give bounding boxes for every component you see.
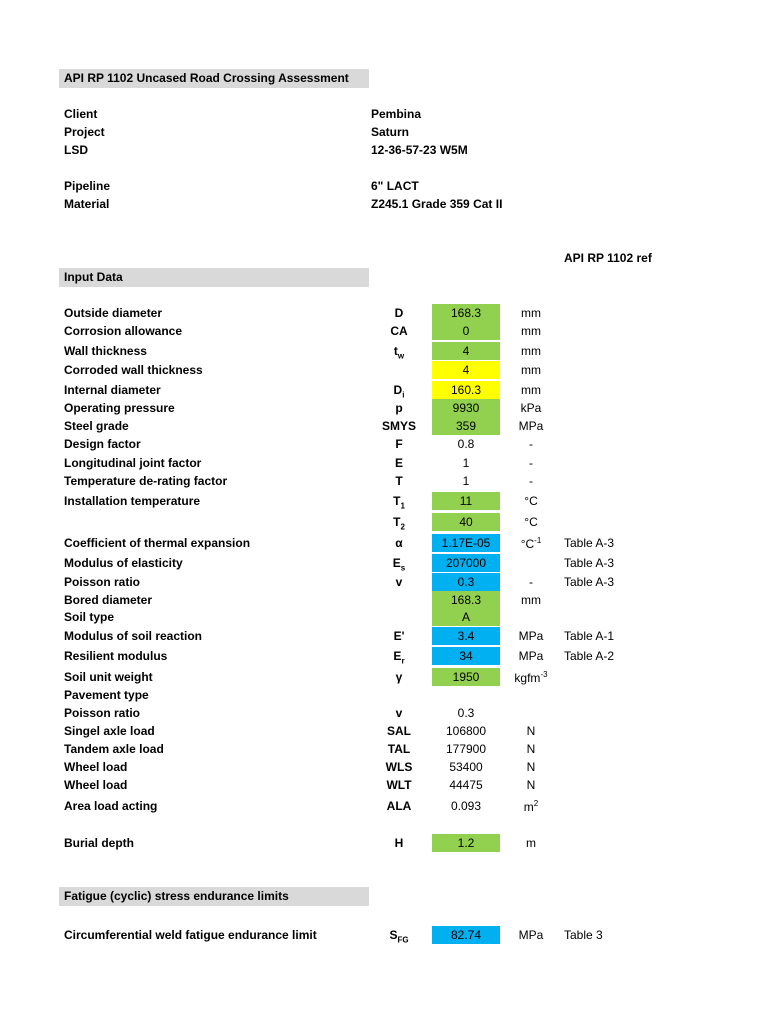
table-row xyxy=(0,554,768,572)
row-unit: kgfm$^{-3}$ xyxy=(514,670,548,685)
row-label: Outside diameter xyxy=(64,306,163,320)
row-value-cell[interactable]: 9930 xyxy=(432,399,500,417)
info-value-pipeline: 6" LACT xyxy=(371,179,419,193)
table-row xyxy=(0,608,768,626)
row-symbol: $S_{FG}$ xyxy=(389,928,409,945)
row-label: Internal diameter xyxy=(64,383,161,397)
row-unit: - xyxy=(529,456,533,470)
row-symbol: $E_s$ xyxy=(392,556,406,573)
row-unit: - xyxy=(529,437,533,451)
table-row xyxy=(0,381,768,399)
row-unit: MPa xyxy=(518,629,544,643)
row-label: Soil unit weight xyxy=(64,670,153,684)
row-value-cell[interactable]: 1 xyxy=(462,474,470,488)
row-label: Bored diameter xyxy=(64,593,153,607)
row-unit: mm xyxy=(521,306,541,320)
row-value-cell[interactable]: 0.093 xyxy=(450,799,482,813)
row-symbol: p xyxy=(395,401,403,415)
row-label: Modulus of soil reaction xyxy=(64,629,203,643)
row-label: Singel axle load xyxy=(64,724,155,738)
row-ref: Table A-1 xyxy=(564,629,615,643)
row-value-cell[interactable]: 0.8 xyxy=(457,437,475,451)
row-symbol: F xyxy=(395,437,403,451)
row-value-cell[interactable]: 0 xyxy=(432,322,500,340)
row-label: Poisson ratio xyxy=(64,575,141,589)
row-symbol: CA xyxy=(390,324,408,338)
ref-column-header: API RP 1102 ref xyxy=(564,251,652,265)
info-label-material: Material xyxy=(64,197,110,211)
row-value-cell[interactable]: 168.3 xyxy=(432,591,500,609)
table-row xyxy=(0,492,768,510)
info-value-client: Pembina xyxy=(371,107,422,121)
row-unit: °C xyxy=(524,515,538,529)
row-value-cell[interactable] xyxy=(432,686,500,704)
row-unit: MPa xyxy=(518,649,544,663)
row-unit: mm xyxy=(521,593,541,607)
row-label: Corrosion allowance xyxy=(64,324,183,338)
row-symbol: WLT xyxy=(386,778,412,792)
table-row xyxy=(0,435,768,453)
row-label: Soil type xyxy=(64,610,115,624)
row-label: Poisson ratio xyxy=(64,706,141,720)
row-unit: N xyxy=(526,778,536,792)
row-value-cell[interactable]: 4 xyxy=(432,342,500,360)
row-label: Wall thickness xyxy=(64,344,147,358)
row-label: Design factor xyxy=(64,437,141,451)
row-unit: N xyxy=(526,724,536,738)
table-row xyxy=(0,668,768,686)
row-label: Circumferential weld fatigue endurance limit xyxy=(64,928,317,942)
table-row xyxy=(0,797,768,815)
info-value-lsd: 12-36-57-23 W5M xyxy=(371,143,468,157)
row-label: Wheel load xyxy=(64,778,128,792)
row-label: Wheel load xyxy=(64,760,128,774)
row-value-cell[interactable]: 40 xyxy=(432,513,500,531)
table-row xyxy=(0,304,768,322)
row-symbol: WLS xyxy=(385,760,413,774)
table-row xyxy=(0,399,768,417)
table-row xyxy=(0,361,768,379)
info-value-project: Saturn xyxy=(371,125,410,139)
table-row xyxy=(0,472,768,490)
row-symbol: v xyxy=(395,706,403,720)
row-value-cell[interactable]: 53400 xyxy=(449,760,483,774)
table-row xyxy=(0,417,768,435)
table-row xyxy=(0,534,768,552)
table-row xyxy=(0,722,768,740)
row-label: Pavement type xyxy=(64,688,149,702)
row-value-cell[interactable]: 1 xyxy=(462,456,470,470)
row-unit: mm xyxy=(521,344,541,358)
row-ref: Table A-3 xyxy=(564,556,615,570)
row-value-cell[interactable]: 0.3 xyxy=(457,706,475,720)
info-label-pipeline: Pipeline xyxy=(64,179,111,193)
row-symbol: $E_r$ xyxy=(393,649,405,666)
table-row xyxy=(0,322,768,340)
table-row xyxy=(0,740,768,758)
info-label-client: Client xyxy=(64,107,98,121)
row-value-cell[interactable]: 11 xyxy=(432,492,500,510)
row-symbol: γ xyxy=(395,670,403,684)
row-symbol: D xyxy=(394,306,404,320)
row-value-cell[interactable]: 160.3 xyxy=(432,381,500,399)
row-value-cell[interactable]: 1.2 xyxy=(432,834,500,852)
title-text: API RP 1102 Uncased Road Crossing Assessment xyxy=(64,71,349,85)
row-label: Coefficient of thermal expansion xyxy=(64,536,251,550)
row-unit: °C xyxy=(524,494,538,508)
row-label: Resilient modulus xyxy=(64,649,168,663)
row-symbol: E xyxy=(394,456,403,470)
table-row xyxy=(0,704,768,722)
row-label: Corroded wall thickness xyxy=(64,363,203,377)
row-value-cell[interactable]: 4 xyxy=(432,361,500,379)
row-label: Installation temperature xyxy=(64,494,201,508)
table-row xyxy=(0,454,768,472)
row-unit: - xyxy=(529,474,533,488)
table-row xyxy=(0,686,768,704)
table-row xyxy=(0,758,768,776)
info-value-material: Z245.1 Grade 359 Cat II xyxy=(371,197,503,211)
table-row xyxy=(0,834,768,852)
row-value-cell[interactable]: 207000 xyxy=(432,554,500,572)
title-header xyxy=(59,69,369,88)
table-row xyxy=(0,776,768,794)
row-symbol: $t_w$ xyxy=(393,344,405,361)
row-label: Modulus of elasticity xyxy=(64,556,183,570)
row-symbol: ALA xyxy=(386,799,412,813)
row-ref: Table 3 xyxy=(564,928,603,942)
row-label: Temperature de-rating factor xyxy=(64,474,228,488)
row-value-cell[interactable]: 82.74 xyxy=(432,926,500,944)
fatigue-title: Fatigue (cyclic) stress endurance limits xyxy=(64,889,289,903)
row-symbol: T xyxy=(395,474,403,488)
row-label: Tandem axle load xyxy=(64,742,164,756)
row-unit: N xyxy=(526,760,536,774)
row-label: Steel grade xyxy=(64,419,129,433)
table-row xyxy=(0,591,768,609)
row-unit: $^\circ C^{-1}$ xyxy=(520,536,542,551)
table-row xyxy=(0,513,768,531)
info-label-lsd: LSD xyxy=(64,143,88,157)
table-row xyxy=(0,342,768,360)
row-value-cell[interactable]: 1.17E-05 xyxy=(432,534,500,552)
row-unit: MPa xyxy=(518,419,544,433)
row-symbol: v xyxy=(395,575,403,589)
row-unit: m xyxy=(526,836,536,850)
fatigue-header xyxy=(59,887,369,906)
row-value-cell[interactable]: A xyxy=(432,608,500,626)
row-value-cell[interactable]: 1950 xyxy=(432,668,500,686)
row-value-cell[interactable]: 106800 xyxy=(445,724,487,738)
row-label: Area load acting xyxy=(64,799,158,813)
row-ref: Table A-3 xyxy=(564,536,615,550)
row-value-cell[interactable]: 44475 xyxy=(449,778,483,792)
row-unit: N xyxy=(526,742,536,756)
row-symbol: α xyxy=(395,536,403,550)
row-label: Burial depth xyxy=(64,836,135,850)
row-value-cell[interactable]: 177900 xyxy=(445,742,487,756)
input-data-title: Input Data xyxy=(64,270,123,284)
row-value-cell[interactable]: 359 xyxy=(432,417,500,435)
row-symbol: TAL xyxy=(387,742,411,756)
input-data-header xyxy=(59,268,369,287)
row-symbol: SMYS xyxy=(381,419,416,433)
row-value-cell[interactable]: 0.3 xyxy=(432,573,500,591)
row-value-cell[interactable]: 34 xyxy=(432,647,500,665)
table-row xyxy=(0,573,768,591)
row-symbol: $T_2$ xyxy=(393,515,405,532)
table-row xyxy=(0,647,768,665)
row-label: Longitudinal joint factor xyxy=(64,456,202,470)
row-unit: MPa xyxy=(518,928,544,942)
row-symbol: SAL xyxy=(387,724,411,738)
row-symbol: H xyxy=(394,836,404,850)
info-label-project: Project xyxy=(64,125,105,139)
fatigue-row xyxy=(0,926,768,944)
row-value-cell[interactable]: 3.4 xyxy=(432,627,500,645)
row-ref: Table A-2 xyxy=(564,649,615,663)
row-value-cell[interactable]: 168.3 xyxy=(432,304,500,322)
row-symbol: $T_1$ xyxy=(393,494,405,511)
row-unit: $m^2$ xyxy=(523,799,539,814)
row-label: Operating pressure xyxy=(64,401,175,415)
row-unit: kPa xyxy=(520,401,542,415)
row-symbol: E' xyxy=(393,629,405,643)
row-ref: Table A-3 xyxy=(564,575,615,589)
row-unit: - xyxy=(529,575,533,589)
row-symbol: $D_i$ xyxy=(393,383,405,400)
row-unit: mm xyxy=(521,383,541,397)
row-unit: mm xyxy=(521,363,541,377)
table-row xyxy=(0,627,768,645)
row-unit: mm xyxy=(521,324,541,338)
